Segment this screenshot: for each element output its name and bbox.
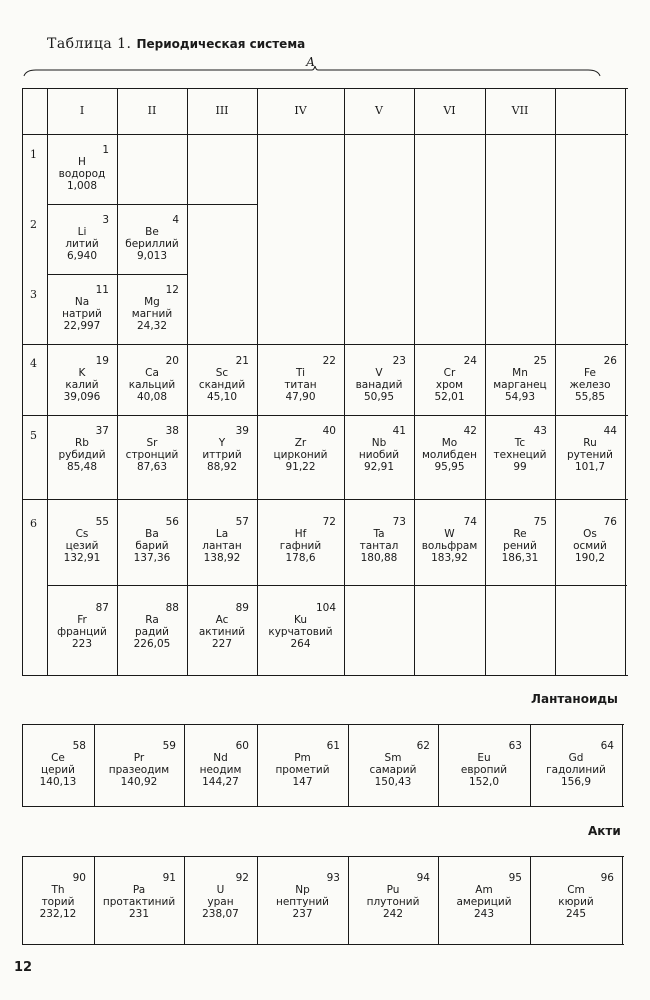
element-symbol: Sm xyxy=(384,752,402,764)
element-cell xyxy=(348,425,410,473)
atomic-number: 26 xyxy=(603,355,617,367)
strip-column-rule xyxy=(530,856,531,944)
page-number: 12 xyxy=(14,960,33,975)
element-name: ниобий xyxy=(358,449,400,461)
column-rule xyxy=(22,88,23,675)
element-name: америций xyxy=(456,896,512,908)
atomic-number: 61 xyxy=(326,740,340,752)
element-name: калий xyxy=(65,379,99,391)
element-name: франций xyxy=(57,626,107,638)
table-caption xyxy=(47,36,305,52)
atomic-number: 90 xyxy=(72,872,86,884)
element-symbol: La xyxy=(215,528,229,540)
element-cell xyxy=(418,425,481,473)
element-symbol: Cr xyxy=(443,367,456,379)
element-symbol: Pu xyxy=(386,884,400,896)
atomic-weight: 226,05 xyxy=(133,638,171,650)
atomic-number: 1 xyxy=(102,144,109,156)
element-name: барий xyxy=(135,540,169,552)
element-symbol: Pr xyxy=(133,752,145,764)
element-cell xyxy=(121,602,183,650)
atomic-number: 74 xyxy=(463,516,477,528)
atomic-weight: 39,096 xyxy=(63,391,101,403)
strip-column-rule xyxy=(438,724,439,806)
column-rule xyxy=(117,88,118,675)
group-header: V xyxy=(375,104,383,117)
strip-column-rule xyxy=(348,724,349,806)
element-cell xyxy=(121,214,183,262)
atomic-weight: 99 xyxy=(513,461,527,473)
strip-column-rule xyxy=(438,856,439,944)
atomic-weight: 180,88 xyxy=(360,552,398,564)
element-cell xyxy=(489,516,551,564)
atomic-weight: 47,90 xyxy=(285,391,316,403)
atomic-number: 22 xyxy=(322,355,336,367)
element-cell xyxy=(261,355,340,403)
element-name: церий xyxy=(41,764,75,776)
element-cell xyxy=(191,425,253,473)
element-name: цезий xyxy=(65,540,99,552)
element-symbol: Th xyxy=(51,884,65,896)
element-name: рубидий xyxy=(58,449,106,461)
element-name: рутений xyxy=(567,449,613,461)
atomic-weight: 24,32 xyxy=(136,320,168,332)
element-name: стронций xyxy=(125,449,179,461)
element-name: молибден xyxy=(422,449,477,461)
strip-column-rule xyxy=(184,724,185,806)
element-symbol: Ac xyxy=(215,614,229,626)
element-symbol: U xyxy=(216,884,225,896)
element-name: рений xyxy=(503,540,537,552)
element-name: гафний xyxy=(279,540,322,552)
element-cell xyxy=(191,602,253,650)
element-name: магний xyxy=(131,308,173,320)
strip-top-rule xyxy=(22,724,624,725)
atomic-number: 92 xyxy=(235,872,249,884)
atomic-weight: 186,31 xyxy=(501,552,539,564)
atomic-weight: 1,008 xyxy=(66,180,98,192)
element-cell xyxy=(261,425,340,473)
element-cell xyxy=(559,355,621,403)
element-symbol: Be xyxy=(145,226,159,238)
element-name: технеций xyxy=(493,449,547,461)
atomic-number: 64 xyxy=(600,740,614,752)
element-cell xyxy=(51,516,113,564)
element-cell xyxy=(352,740,434,788)
element-cell xyxy=(121,425,183,473)
atomic-number: 93 xyxy=(326,872,340,884)
element-name: курчатовий xyxy=(268,626,333,638)
strip-column-rule xyxy=(622,856,623,944)
element-name: празеодим xyxy=(108,764,170,776)
atomic-weight: 137,36 xyxy=(133,552,171,564)
element-symbol: Os xyxy=(583,528,597,540)
strip-column-rule xyxy=(94,724,95,806)
element-name: нептуний xyxy=(275,896,330,908)
element-cell xyxy=(98,872,180,920)
lanthanides-title: Лантаноиды xyxy=(531,692,618,706)
atomic-number: 63 xyxy=(508,740,522,752)
strip-top-rule xyxy=(22,856,624,857)
element-cell xyxy=(26,740,90,788)
element-name: самарий xyxy=(369,764,417,776)
header-bottom-rule xyxy=(22,134,628,135)
atomic-weight: 232,12 xyxy=(39,908,77,920)
atomic-number: 104 xyxy=(315,602,336,614)
element-cell xyxy=(26,872,90,920)
atomic-number: 12 xyxy=(165,284,179,296)
atomic-weight: 150,43 xyxy=(374,776,412,788)
atomic-number: 24 xyxy=(463,355,477,367)
period-rule xyxy=(47,585,627,586)
element-cell xyxy=(559,425,621,473)
atomic-number: 62 xyxy=(416,740,430,752)
element-symbol: Re xyxy=(513,528,527,540)
element-symbol: Nd xyxy=(213,752,228,764)
atomic-number: 89 xyxy=(235,602,249,614)
atomic-number: 58 xyxy=(72,740,86,752)
element-cell xyxy=(534,740,618,788)
atomic-number: 59 xyxy=(162,740,176,752)
element-name: радий xyxy=(134,626,169,638)
element-symbol: Rb xyxy=(75,437,89,449)
element-cell xyxy=(261,602,340,650)
table-top-rule xyxy=(22,88,628,89)
element-symbol: Mn xyxy=(512,367,528,379)
element-symbol: Ba xyxy=(145,528,159,540)
atomic-number: 57 xyxy=(235,516,249,528)
atomic-weight: 237 xyxy=(292,908,313,920)
element-cell xyxy=(534,872,618,920)
group-header: I xyxy=(79,104,85,117)
brace-line xyxy=(22,66,602,78)
element-name: натрий xyxy=(62,308,102,320)
atomic-number: 39 xyxy=(235,425,249,437)
atomic-weight: 140,92 xyxy=(120,776,158,788)
element-symbol: Ta xyxy=(373,528,385,540)
caption-label: Таблица 1. xyxy=(47,36,132,52)
strip-column-rule xyxy=(348,856,349,944)
group-header: III xyxy=(215,104,229,117)
element-cell xyxy=(559,516,621,564)
column-rule xyxy=(47,88,48,675)
element-symbol: Hf xyxy=(294,528,307,540)
element-cell xyxy=(352,872,434,920)
actinides-title: Акти xyxy=(588,824,621,838)
atomic-weight: 190,2 xyxy=(574,552,606,564)
element-cell xyxy=(121,355,183,403)
element-cell xyxy=(121,516,183,564)
atomic-number: 94 xyxy=(416,872,430,884)
element-symbol: Tc xyxy=(514,437,526,449)
element-cell xyxy=(489,425,551,473)
period-rule xyxy=(47,274,187,275)
atomic-weight: 243 xyxy=(473,908,495,920)
atomic-weight: 178,6 xyxy=(285,552,316,564)
group-header: VI xyxy=(443,104,456,117)
element-name: плутоний xyxy=(366,896,420,908)
element-symbol: Ru xyxy=(583,437,597,449)
element-cell xyxy=(51,214,113,262)
atomic-weight: 156,9 xyxy=(560,776,592,788)
atomic-weight: 92,91 xyxy=(363,461,395,473)
atomic-number: 23 xyxy=(392,355,406,367)
element-symbol: Eu xyxy=(477,752,491,764)
atomic-number: 95 xyxy=(508,872,522,884)
strip-column-rule xyxy=(22,724,23,806)
element-cell xyxy=(188,872,253,920)
element-cell xyxy=(51,602,113,650)
element-symbol: Mo xyxy=(441,437,458,449)
element-name: вольфрам xyxy=(421,540,478,552)
element-cell xyxy=(418,355,481,403)
atomic-number: 75 xyxy=(533,516,547,528)
atomic-weight: 264 xyxy=(290,638,311,650)
element-name: марганец xyxy=(493,379,547,391)
atomic-number: 73 xyxy=(392,516,406,528)
period-number: 6 xyxy=(30,517,37,530)
element-cell xyxy=(489,355,551,403)
element-name: бериллий xyxy=(125,238,179,250)
period-rule xyxy=(187,204,257,205)
element-symbol: Am xyxy=(475,884,493,896)
atomic-number: 41 xyxy=(392,425,406,437)
atomic-number: 55 xyxy=(95,516,109,528)
group-header: VII xyxy=(511,104,529,117)
element-cell xyxy=(261,516,340,564)
element-symbol: K xyxy=(78,367,86,379)
column-rule xyxy=(187,88,188,675)
atomic-weight: 138,92 xyxy=(203,552,241,564)
column-rule xyxy=(344,88,345,675)
atomic-number: 96 xyxy=(600,872,614,884)
atomic-weight: 22,997 xyxy=(63,320,101,332)
element-cell xyxy=(442,872,526,920)
element-name: водород xyxy=(58,168,106,180)
atomic-weight: 45,10 xyxy=(206,391,238,403)
element-name: протактиний xyxy=(102,896,176,908)
element-name: прометий xyxy=(275,764,330,776)
element-cell xyxy=(191,355,253,403)
element-symbol: Ce xyxy=(51,752,65,764)
element-symbol: Zr xyxy=(294,437,307,449)
atomic-weight: 238,07 xyxy=(202,908,239,920)
element-symbol: Fe xyxy=(584,367,596,379)
element-name: тантал xyxy=(359,540,399,552)
atomic-weight: 50,95 xyxy=(363,391,395,403)
element-symbol: Sc xyxy=(215,367,229,379)
atomic-number: 4 xyxy=(172,214,179,226)
brace-label: А xyxy=(306,55,316,69)
atomic-number: 21 xyxy=(235,355,249,367)
period-number: 1 xyxy=(30,148,37,161)
element-cell xyxy=(51,284,113,332)
atomic-number: 87 xyxy=(95,602,109,614)
period-rule xyxy=(47,204,187,205)
atomic-weight: 6,940 xyxy=(66,250,98,262)
element-symbol: Li xyxy=(77,226,87,238)
element-symbol: Pa xyxy=(132,884,146,896)
strip-column-rule xyxy=(22,856,23,944)
atomic-weight: 132,91 xyxy=(63,552,101,564)
element-name: скандий xyxy=(198,379,246,391)
atomic-number: 76 xyxy=(603,516,617,528)
atomic-weight: 144,27 xyxy=(202,776,239,788)
element-cell xyxy=(188,740,253,788)
strip-column-rule xyxy=(257,856,258,944)
atomic-number: 91 xyxy=(162,872,176,884)
element-cell xyxy=(348,516,410,564)
element-symbol: Nb xyxy=(371,437,387,449)
element-symbol: Mg xyxy=(144,296,160,308)
atomic-weight: 223 xyxy=(71,638,93,650)
element-cell xyxy=(261,740,344,788)
element-symbol: Cs xyxy=(75,528,89,540)
atomic-weight: 52,01 xyxy=(434,391,465,403)
element-cell xyxy=(98,740,180,788)
element-name: актиний xyxy=(198,626,246,638)
column-rule xyxy=(485,88,486,675)
element-symbol: Pm xyxy=(294,752,311,764)
element-name: торий xyxy=(41,896,75,908)
atomic-weight: 55,85 xyxy=(574,391,606,403)
element-symbol: Cm xyxy=(567,884,585,896)
strip-bottom-rule xyxy=(22,806,624,807)
element-name: хром xyxy=(435,379,464,391)
atomic-number: 20 xyxy=(165,355,179,367)
atomic-weight: 40,08 xyxy=(136,391,168,403)
column-rule xyxy=(257,88,258,675)
period-number: 2 xyxy=(30,218,37,231)
atomic-number: 11 xyxy=(95,284,109,296)
strip-column-rule xyxy=(94,856,95,944)
element-name: цирконий xyxy=(273,449,328,461)
atomic-weight: 231 xyxy=(128,908,150,920)
period-rule xyxy=(22,344,628,345)
element-symbol: Fr xyxy=(77,614,87,626)
element-symbol: Gd xyxy=(568,752,584,764)
column-rule xyxy=(625,88,626,675)
atomic-number: 3 xyxy=(102,214,109,226)
element-cell xyxy=(261,872,344,920)
atomic-weight: 242 xyxy=(382,908,404,920)
atomic-number: 42 xyxy=(463,425,477,437)
element-cell xyxy=(442,740,526,788)
element-symbol: Na xyxy=(74,296,90,308)
atomic-number: 19 xyxy=(95,355,109,367)
period-number: 4 xyxy=(30,357,37,370)
element-cell xyxy=(348,355,410,403)
atomic-weight: 227 xyxy=(211,638,233,650)
element-name: неодим xyxy=(199,764,242,776)
element-symbol: Np xyxy=(295,884,310,896)
element-name: иттрий xyxy=(202,449,242,461)
atomic-number: 43 xyxy=(533,425,547,437)
element-symbol: Sr xyxy=(146,437,158,449)
period-number: 3 xyxy=(30,288,37,301)
atomic-weight: 91,22 xyxy=(285,461,316,473)
atomic-weight: 54,93 xyxy=(504,391,536,403)
period-rule xyxy=(22,415,628,416)
strip-column-rule xyxy=(530,724,531,806)
atomic-number: 44 xyxy=(603,425,617,437)
atomic-weight: 152,0 xyxy=(468,776,500,788)
caption-title: Периодическая система xyxy=(136,37,306,51)
atomic-number: 25 xyxy=(533,355,547,367)
atomic-weight: 147 xyxy=(292,776,313,788)
atomic-weight: 140,13 xyxy=(39,776,77,788)
element-symbol: Y xyxy=(218,437,226,449)
element-name: кюрий xyxy=(558,896,594,908)
atomic-number: 72 xyxy=(322,516,336,528)
strip-bottom-rule xyxy=(22,944,624,945)
element-symbol: Ra xyxy=(145,614,159,626)
element-name: литий xyxy=(65,238,99,250)
strip-column-rule xyxy=(257,724,258,806)
atomic-weight: 183,92 xyxy=(431,552,468,564)
atomic-number: 60 xyxy=(235,740,249,752)
strip-column-rule xyxy=(622,724,623,806)
atomic-weight: 95,95 xyxy=(434,461,465,473)
element-name: осмий xyxy=(573,540,607,552)
element-cell xyxy=(418,516,481,564)
element-symbol: W xyxy=(444,528,455,540)
element-symbol: Ku xyxy=(293,614,308,626)
atomic-number: 56 xyxy=(165,516,179,528)
element-cell xyxy=(121,284,183,332)
period-number: 5 xyxy=(30,429,37,442)
element-name: кальций xyxy=(128,379,176,391)
atomic-weight: 88,92 xyxy=(206,461,238,473)
element-name: железо xyxy=(569,379,611,391)
element-name: уран xyxy=(207,896,234,908)
atomic-weight: 85,48 xyxy=(66,461,98,473)
column-rule xyxy=(414,88,415,675)
element-cell xyxy=(51,425,113,473)
element-name: ванадий xyxy=(355,379,403,391)
element-symbol: Ca xyxy=(145,367,159,379)
atomic-weight: 101,7 xyxy=(574,461,606,473)
period-rule xyxy=(22,499,628,500)
element-name: лантан xyxy=(202,540,242,552)
atomic-weight: 245 xyxy=(565,908,587,920)
table-bottom-rule xyxy=(22,675,628,676)
atomic-number: 37 xyxy=(95,425,109,437)
atomic-weight: 9,013 xyxy=(136,250,168,262)
element-name: титан xyxy=(284,379,317,391)
group-header: II xyxy=(147,104,157,117)
element-cell xyxy=(51,355,113,403)
column-rule xyxy=(555,88,556,675)
atomic-number: 40 xyxy=(322,425,336,437)
group-header: IV xyxy=(294,104,307,117)
atomic-number: 88 xyxy=(165,602,179,614)
element-name: европий xyxy=(460,764,508,776)
element-cell xyxy=(51,144,113,192)
element-name: гадолиний xyxy=(546,764,606,776)
atomic-number: 38 xyxy=(165,425,179,437)
element-symbol: Ti xyxy=(295,367,305,379)
atomic-weight: 87,63 xyxy=(136,461,168,473)
element-symbol: H xyxy=(78,156,86,168)
strip-column-rule xyxy=(184,856,185,944)
element-cell xyxy=(191,516,253,564)
element-symbol: V xyxy=(375,367,383,379)
